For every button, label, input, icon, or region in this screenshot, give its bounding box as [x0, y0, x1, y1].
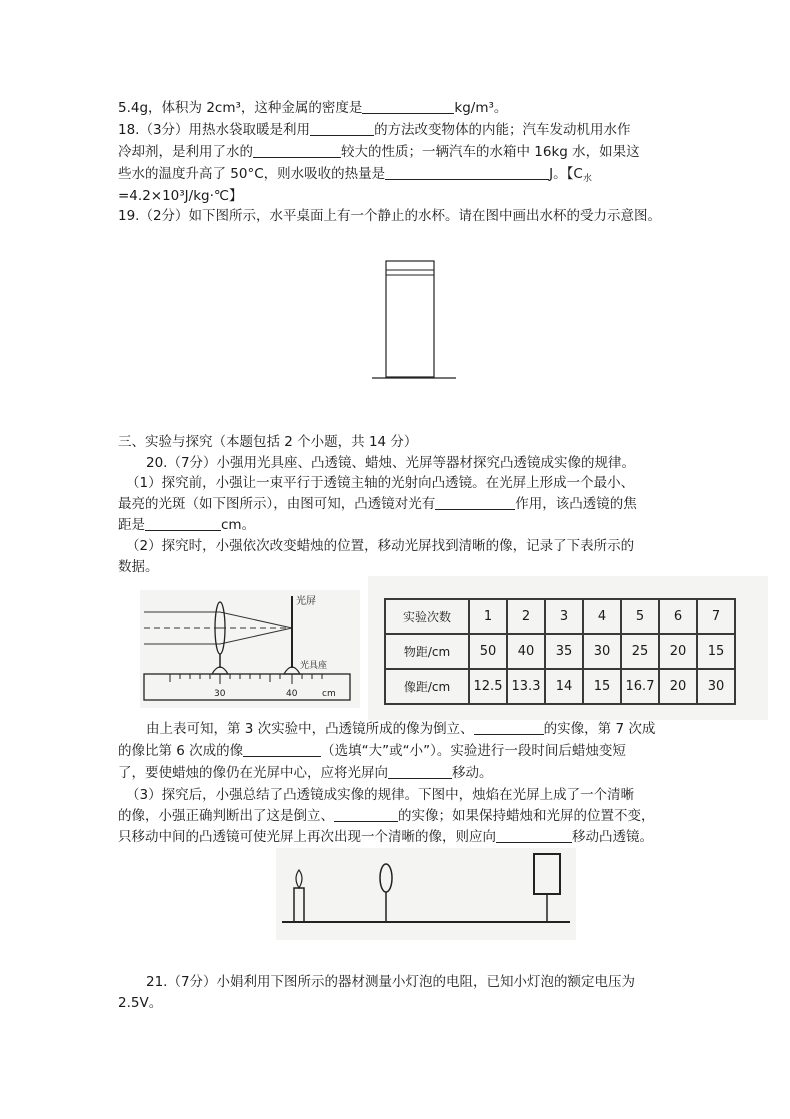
- q17-tail-line: [118, 98, 507, 118]
- lens-base: [212, 667, 228, 674]
- q21-line2: [118, 993, 162, 1013]
- table-cell: 12.5: [469, 669, 507, 704]
- q18-line1: [118, 120, 631, 140]
- light-screen: [534, 854, 560, 894]
- q20-lens-effect-blank[interactable]: [435, 495, 515, 510]
- q18-text-4: =4.2×10³J/kg·℃】: [118, 188, 243, 204]
- q20-p3-line1: [146, 719, 655, 739]
- q17-unit: kg/m³。: [454, 100, 508, 116]
- q21-line1: [146, 972, 635, 992]
- q19-line: [118, 206, 661, 226]
- convex-lens: [380, 864, 392, 892]
- table-cell: 15: [583, 669, 621, 704]
- q20-p4-line3: [118, 827, 653, 847]
- q20-p4-line2: [118, 806, 655, 826]
- q21-text-2: 2.5V。: [118, 995, 163, 1011]
- q18-blank-2[interactable]: [253, 143, 341, 158]
- q20-p2-line1: [126, 536, 634, 556]
- table-cell: 7: [697, 599, 735, 634]
- q18-text-3b: J。【C: [549, 166, 583, 182]
- table-cell: 14: [545, 669, 583, 704]
- table-cell: 1: [469, 599, 507, 634]
- q20-screen-direction-blank[interactable]: [388, 764, 452, 779]
- q20-p1-line2: [118, 494, 637, 514]
- q20-lens-direction-blank[interactable]: [496, 828, 572, 843]
- table-cell: 5: [621, 599, 659, 634]
- q20-p4-line1: [126, 785, 634, 805]
- table-row: [385, 599, 735, 634]
- q20-p2-line2: [118, 557, 159, 577]
- q21-text-1: 21.（7分）小娟利用下图所示的器材测量小灯泡的电阻，已知小灯泡的额定电压为: [146, 974, 636, 990]
- table-cell: 4: [583, 599, 621, 634]
- q20-image-size-blank[interactable]: [474, 720, 544, 735]
- q20-p3b1-text: 的像比第 6 次成的像: [118, 743, 244, 759]
- q20-focal-length-blank[interactable]: [145, 516, 221, 531]
- q20-p4a-text: （3）探究后，小强总结了凸透镜成实像的规律。下图中，烛焰在光屏上成了一个清晰: [126, 787, 635, 803]
- refracted-ray-top: [220, 612, 292, 628]
- q20-p3a1-text: 由上表可知，第 3 次实验中，凸透镜所成的像为倒立、: [146, 721, 474, 737]
- table-cell: 3: [545, 599, 583, 634]
- q20-p3b2-text: （选填“大”或“小”）。实验进行一段时间后蜡烛变短: [321, 743, 626, 759]
- table-cell: 30: [697, 669, 735, 704]
- screen-label: 光屏: [296, 596, 316, 607]
- table-header-trial: 实验次数: [385, 599, 469, 634]
- q20-p1a-text: （1）探究前，小强让一束平行于透镜主轴的光射向凸透镜。在光屏上形成一个最小、: [126, 475, 635, 491]
- q20-p4c1-text: 只移动中间的凸透镜可使光屏上再次出现一个清晰的像，则应向: [118, 829, 496, 845]
- tick-unit-cm: cm: [322, 689, 336, 699]
- table-cell: 30: [583, 634, 621, 669]
- table-cell: 20: [659, 634, 697, 669]
- tick-label-40: 40: [286, 689, 298, 699]
- table-row: [385, 669, 735, 704]
- q20-compare-blank[interactable]: [243, 742, 321, 757]
- q18-text-2b: 较大的性质；一辆汽车的水箱中 16kg 水，如果这: [341, 144, 640, 160]
- q20-p2b-text: 数据。: [118, 559, 159, 575]
- candle-lens-screen-figure: [276, 848, 576, 940]
- q20-p3-line3: [118, 763, 493, 783]
- candle: [294, 888, 304, 922]
- candle-flame: [296, 870, 302, 888]
- table-cell: 50: [469, 634, 507, 669]
- q20-p2a-text: （2）探究时，小强依次改变蜡烛的位置，移动光屏找到清晰的像，记录了下表所示的: [126, 538, 635, 554]
- table-cell: 16.7: [621, 669, 659, 704]
- bench-rail: [144, 674, 350, 700]
- q20-p1-line3: [118, 515, 255, 535]
- table-row: [385, 634, 735, 669]
- q18-blank-3[interactable]: [385, 165, 549, 180]
- q20-intro-text: 20.（7分）小强用光具座、凸透镜、蜡烛、光屏等器材探究凸透镜成实像的规律。: [146, 455, 636, 471]
- q18-subscript: 水: [582, 174, 592, 184]
- q18-line2: [118, 142, 640, 162]
- q18-text-3a: 些水的温度升高了 50°C，则水吸收的热量是: [118, 166, 386, 182]
- q20-real-image-blank[interactable]: [334, 807, 398, 822]
- table-cell: 40: [507, 634, 545, 669]
- q19-text: 19.（2分）如下图所示，水平桌面上有一个静止的水杯。请在图中画出水杯的受力示意图。: [118, 208, 662, 224]
- tick-label-30: 30: [214, 689, 226, 699]
- q20-p1c2-text: cm。: [221, 517, 256, 533]
- table-cell: 13.3: [507, 669, 545, 704]
- screen-base: [284, 667, 300, 674]
- q20-p1-line1: [126, 473, 634, 493]
- q17-density-blank[interactable]: [362, 99, 454, 114]
- refracted-ray-bottom: [220, 628, 292, 644]
- section3-title-text: 三、实验与探究（本题包括 2 个小题，共 14 分）: [118, 434, 418, 450]
- table-cell: 35: [545, 634, 583, 669]
- q20-p3c1-text: 了，要使蜡烛的像仍在光屏中心，应将光屏向: [118, 765, 388, 781]
- optical-bench-figure: [140, 590, 360, 708]
- table-header-object-distance: 物距/cm: [385, 634, 469, 669]
- q20-intro: [146, 453, 635, 473]
- table-cell: 20: [659, 669, 697, 704]
- water-cup-figure: [370, 258, 460, 382]
- q20-p1c1-text: 距是: [118, 517, 145, 533]
- q18-text-1a: 18.（3分）用热水袋取暖是利用: [118, 122, 311, 138]
- table-cell: 2: [507, 599, 545, 634]
- q20-p4c2-text: 移动凸透镜。: [572, 829, 653, 845]
- table-cell: 6: [659, 599, 697, 634]
- cup-body: [386, 261, 434, 377]
- q20-p4b1-text: 的像，小强正确判断出了这是倒立、: [118, 808, 334, 824]
- q20-p1b1-text: 最亮的光斑（如下图所示），由图可知，凸透镜对光有: [118, 496, 436, 512]
- q20-p3-line2: [118, 741, 626, 761]
- table-header-image-distance: 像距/cm: [385, 669, 469, 704]
- table-cell: 25: [621, 634, 659, 669]
- q18-text-1b: 的方法改变物体的内能；汽车发动机用水作: [374, 122, 631, 138]
- q18-blank-1[interactable]: [310, 121, 374, 136]
- experiment-data-table: [384, 598, 736, 705]
- ruler-ticks: [170, 674, 322, 684]
- q20-p4b2-text: 的实像；如果保持蜡烛和光屏的位置不变，: [398, 808, 655, 824]
- q20-p1b2-text: 作用，该凸透镜的焦: [515, 496, 637, 512]
- table-cell: 15: [697, 634, 735, 669]
- section3-title: [118, 432, 417, 452]
- q18-text-2a: 冷却剂，是利用了水的: [118, 144, 253, 160]
- q20-p3a2-text: 的实像，第 7 次成: [543, 721, 656, 737]
- q20-p3c2-text: 移动。: [452, 765, 493, 781]
- bench-label: 光具座: [300, 661, 328, 671]
- q17-tail-text: 5.4g，体积为 2cm³，这种金属的密度是: [118, 100, 363, 116]
- q18-line4: [118, 186, 243, 206]
